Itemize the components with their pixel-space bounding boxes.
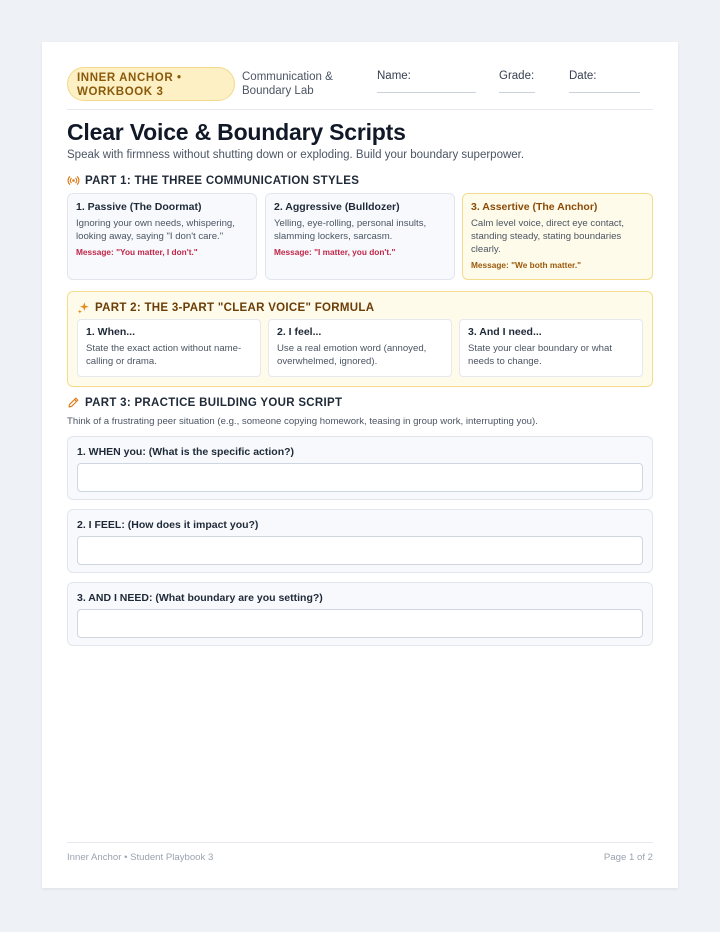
date-label: Date:: [569, 70, 597, 82]
grade-field[interactable]: [499, 70, 534, 82]
pencil-icon: [67, 396, 80, 409]
style-card-title: 2. Aggressive (Bulldozer): [274, 201, 400, 213]
part3-heading: [67, 396, 342, 409]
part3-intro: Think of a frustrating peer situation (e.g., someone copying homework, teasing in group work, interrupting you).: [67, 416, 538, 427]
formula-card-text: State your clear boundary or what needs to change.: [468, 343, 612, 367]
question-need: [67, 582, 653, 646]
footer-title: Inner Anchor • Student Playbook 3: [67, 852, 214, 863]
style-card-text: Calm level voice, direct eye contact, standing steady, stating boundaries clearly.: [471, 218, 625, 255]
page-number: Page 1 of 2: [603, 852, 653, 863]
question-feel: [67, 509, 653, 573]
header: [67, 66, 653, 110]
style-card-message: Message: "We both matter.": [471, 260, 582, 270]
style-card-message: Message: "You matter, I don't.": [76, 247, 198, 257]
style-card-text: Yelling, eye-rolling, personal insults, slamming lockers, sarcasm.: [274, 218, 427, 242]
part3-heading-text: PART 3: PRACTICE BUILDING YOUR SCRIPT: [85, 396, 343, 409]
part1-heading-text: PART 1: THE THREE COMMUNICATION STYLES: [85, 174, 360, 187]
question-label: 3. AND I NEED: (What boundary are you setting?): [77, 592, 323, 604]
page-subtitle: Speak with firmness without shutting down or exploding. Build your boundary superpower.: [67, 149, 525, 161]
style-card-aggressive: [265, 193, 455, 280]
broadcast-icon: [67, 174, 80, 187]
page-title: Clear Voice & Boundary Scripts: [67, 119, 406, 145]
name-field[interactable]: [377, 70, 411, 82]
sparkle-icon: [77, 301, 90, 314]
answer-input-when[interactable]: [77, 463, 643, 492]
formula-card-title: 3. And I need...: [468, 326, 542, 338]
style-card-title: 3. Assertive (The Anchor): [471, 201, 598, 213]
part2-heading: [77, 301, 374, 314]
style-card-title: 1. Passive (The Doormat): [76, 201, 202, 213]
answer-input-feel[interactable]: [77, 536, 643, 565]
style-card-assertive: [462, 193, 653, 280]
footer: [67, 842, 653, 863]
style-card-message: Message: "I matter, you don't.": [274, 247, 396, 257]
part1-heading: [67, 174, 359, 187]
worksheet-page: [42, 42, 678, 888]
part2-heading-text: PART 2: THE 3-PART "CLEAR VOICE" FORMULA: [95, 301, 375, 314]
style-card-passive: [67, 193, 257, 280]
name-label: Name:: [377, 70, 411, 82]
clear-voice-formula: [67, 291, 653, 387]
formula-card-text: State the exact action without name-calling or drama.: [86, 343, 242, 367]
formula-card-when: [77, 319, 261, 377]
question-label: 1. WHEN you: (What is the specific action?): [77, 446, 295, 458]
question-label: 2. I FEEL: (How does it impact you?): [77, 519, 259, 531]
formula-card-feel: [268, 319, 452, 377]
communication-styles: [67, 193, 653, 280]
date-field[interactable]: [569, 70, 597, 82]
formula-card-text: Use a real emotion word (annoyed, overwhelmed, ignored).: [277, 343, 427, 367]
grade-label: Grade:: [499, 70, 535, 82]
workbook-badge: INNER ANCHOR • WORKBOOK 3: [67, 67, 235, 101]
grade-line: [499, 92, 535, 93]
date-line: [569, 92, 640, 93]
lab-label: Communication & Boundary Lab: [242, 71, 333, 97]
question-when: [67, 436, 653, 500]
answer-input-need[interactable]: [77, 609, 643, 638]
formula-card-title: 1. When...: [86, 326, 136, 338]
style-card-text: Ignoring your own needs, whispering, looking away, saying "I don't care.": [76, 218, 235, 242]
name-line: [377, 92, 476, 93]
formula-card-need: [459, 319, 643, 377]
formula-card-title: 2. I feel...: [277, 326, 322, 338]
